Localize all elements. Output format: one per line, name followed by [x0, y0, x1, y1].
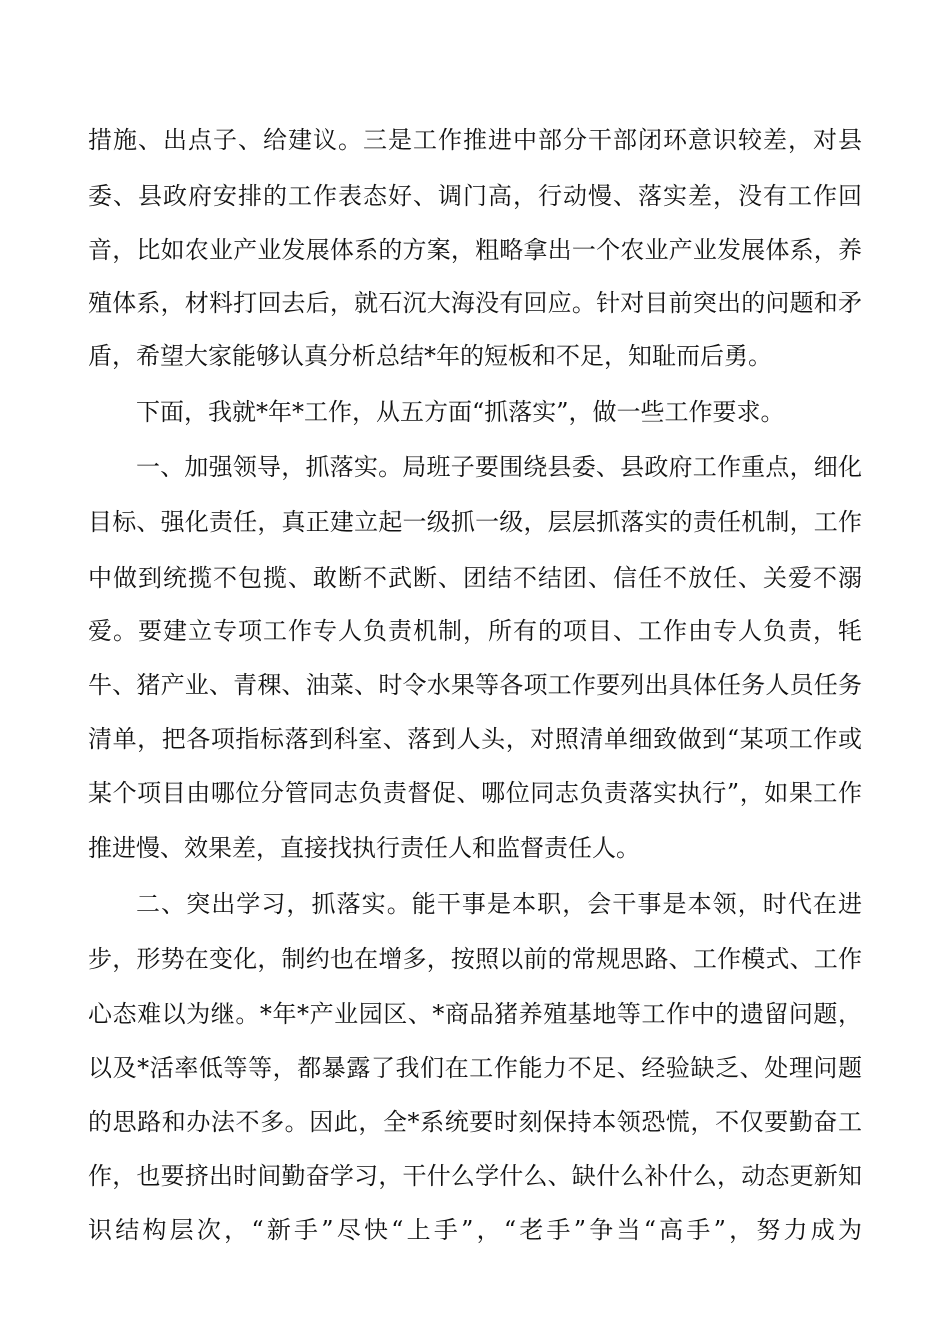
text-line: 推进慢、效果差，直接找执行责任人和监督责任人。: [88, 834, 640, 862]
text-line: 殖体系，材料打回去后，就石沉大海没有回应。针对目前突出的问题和矛: [88, 289, 862, 317]
text-line: 委、县政府安排的工作表态好、调门高，行动慢、落实差，没有工作回: [88, 182, 862, 210]
text-line: 某个项目由哪位分管同志负责督促、哪位同志负责落实执行”，如果工作: [88, 779, 862, 807]
text-line: 牛、猪产业、青稞、油菜、时令水果等各项工作要列出具体任务人员任务: [88, 671, 862, 699]
text-line: 步，形势在变化，制约也在增多，按照以前的常规思路、工作模式、工作: [88, 945, 862, 973]
text-line: 清单，把各项指标落到科室、落到人头，对照清单细致做到“某项工作或: [88, 725, 862, 753]
text-line: 识结构层次，“新手”尽快“上手”，“老手”争当“高手”，努力成为: [88, 1216, 862, 1244]
text-line: 音，比如农业产业发展体系的方案，粗略拿出一个农业产业发展体系，养: [88, 236, 862, 264]
text-line: 以及*活率低等等，都暴露了我们在工作能力不足、经验缺乏、处理问题: [88, 1054, 862, 1082]
text-line: 中做到统揽不包揽、敢断不武断、团结不结团、信任不放任、关爱不溺: [88, 564, 862, 592]
text-line: 措施、出点子、给建议。三是工作推进中部分干部闭环意识较差，对县: [88, 126, 862, 154]
text-line: 爱。要建立专项工作专人负责机制，所有的项目、工作由专人负责，牦: [88, 617, 862, 645]
text-line: 二、突出学习，抓落实。能干事是本职，会干事是本领，时代在进: [136, 890, 862, 918]
text-line: 作，也要挤出时间勤奋学习，干什么学什么、缺什么补什么，动态更新知: [88, 1162, 862, 1190]
text-line: 的思路和办法不多。因此，全*系统要时刻保持本领恐慌，不仅要勤奋工: [88, 1108, 862, 1136]
text-line: 一、加强领导，抓落实。局班子要围绕县委、县政府工作重点，细化: [136, 453, 862, 481]
text-line: 下面，我就*年*工作，从五方面“抓落实”，做一些工作要求。: [136, 398, 785, 426]
text-line: 心态难以为继。*年*产业园区、*商品猪养殖基地等工作中的遗留问题，: [88, 1000, 862, 1028]
text-line: 盾，希望大家能够认真分析总结*年的短板和不足，知耻而后勇。: [88, 342, 772, 370]
text-line: 目标、强化责任，真正建立起一级抓一级，层层抓落实的责任机制，工作: [88, 508, 862, 536]
